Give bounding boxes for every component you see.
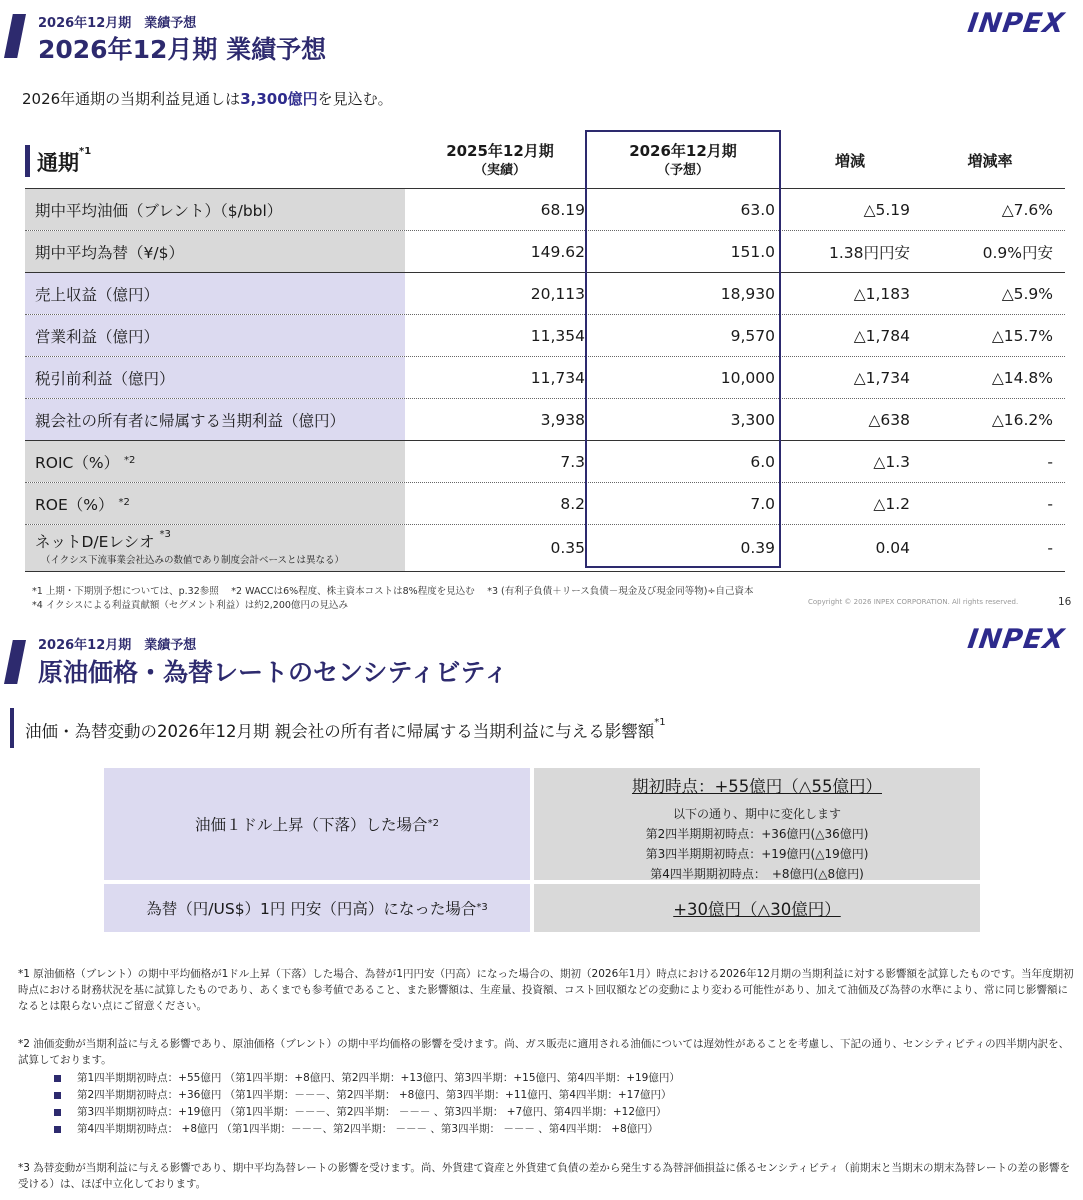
cell-change: △638: [868, 410, 910, 429]
page-title: 原油価格・為替レートのセンシティビティ: [38, 658, 509, 687]
cell-2025: 0.35: [550, 539, 585, 557]
cell-change-rate: △16.2%: [991, 410, 1053, 429]
title-accent-bar: [4, 14, 26, 58]
row-label: 税引前利益（億円）: [25, 357, 405, 398]
cell-2026: 10,000: [720, 368, 775, 387]
page-number: 16: [1058, 596, 1072, 608]
inpex-logo: INPEX: [965, 624, 1067, 655]
row-label: 営業利益（億円）: [25, 315, 405, 356]
footnote-line-1: *1 上期・下期別予想については、p.32参照 *2 WACCは6%程度、株主資本コストは8%程度を見込む *3 (有利子負債＋リース負債－現金及び現金同等物)÷自己資本: [32, 586, 754, 597]
inpex-logo: INPEX: [965, 8, 1067, 39]
lead-post: を見込む。: [317, 90, 393, 108]
row-label: 期中平均為替（¥/$）: [25, 231, 405, 272]
row-sublabel: （イクシス下流事業会社込みの数値であり制度会計ベースとは異なる）: [41, 555, 345, 566]
cell-change: 0.04: [875, 539, 910, 557]
list-item-text: 第3四半期期初時点：+19億円 （第1四半期：－－－、第2四半期： －－－ 、第3四半期： +7億円、第4四半期：+12億円）: [77, 1106, 667, 1118]
cell-change: △5.19: [863, 200, 910, 219]
row-label-text: ROE（%）: [35, 495, 114, 514]
table-row: [25, 483, 1065, 525]
oil-main-value: 期初時点：+55億円（△55億円）: [631, 777, 882, 796]
section-accent: [10, 708, 14, 748]
cell-2026: 0.39: [740, 539, 775, 557]
row-label: [25, 483, 405, 524]
lead-pre: 2026年通期の当期利益見通しは: [22, 90, 241, 108]
oil-label-sup: *2: [427, 817, 439, 829]
page-subhead: 2026年12月期 業績予想: [38, 638, 197, 653]
col-2025: [415, 142, 585, 180]
list-item: [54, 1104, 954, 1121]
header-label-text: 通期: [37, 151, 79, 175]
cell-change: △1,734: [853, 368, 910, 387]
row-label: 親会社の所有者に帰属する当期利益（億円）: [25, 399, 405, 440]
cell-2026: 63.0: [740, 200, 775, 219]
header-label: [37, 147, 91, 177]
col-2026-label: 2026年12月期: [629, 142, 737, 160]
footnote-line-2: *4 イクシスによる利益貢献額（セグメント利益）は約2,200億円の見込み: [32, 600, 348, 611]
fx-sensitivity-value: [534, 884, 980, 932]
table-row: [25, 441, 1065, 483]
cell-change-rate: -: [1047, 452, 1053, 471]
note-3: *3 為替変動が当期利益に与える影響であり、期中平均為替レートの影響を受けます。尚、外貨建て資産と外貨建て負債の差から発生する為替評価損益に係るセンシティビティ（前期末と当期末の期末為替レートの差の影響を受ける）は、ほぼ中立化しております。: [18, 1162, 1070, 1190]
cell-2026: 18,930: [720, 284, 775, 303]
lead-text: [22, 88, 393, 109]
forecast-column-highlight: [585, 130, 781, 568]
col-2026-sub: （予想）: [656, 163, 709, 178]
forecast-table: [25, 130, 1065, 572]
cell-change: △1,784: [853, 326, 910, 345]
cell-change: △1.3: [873, 452, 910, 471]
col-2025-sub: （実績）: [473, 163, 526, 178]
cell-change: △1,183: [853, 284, 910, 303]
cell-change-rate: 0.9%円安: [982, 243, 1053, 262]
row-label-sup: *3: [159, 529, 171, 540]
cell-2026: 151.0: [730, 242, 775, 261]
table-row: [25, 189, 1065, 231]
cell-2026: 3,300: [730, 410, 775, 429]
cell-change: 1.38円円安: [828, 243, 910, 262]
cell-change-rate: -: [1047, 494, 1053, 513]
list-item-text: 第1四半期期初時点：+55億円 （第1四半期：+8億円、第2四半期：+13億円、第3四半期：+15億円、第4四半期：+19億円）: [77, 1072, 680, 1084]
header-accent: [25, 145, 30, 177]
cell-change-rate: △5.9%: [1001, 284, 1053, 303]
cell-2025: 149.62: [530, 242, 585, 261]
section-heading-sup: *1: [654, 717, 666, 728]
cell-2025: 68.19: [540, 200, 585, 219]
list-item-text: 第2四半期期初時点：+36億円 （第1四半期：－－－、第2四半期： +8億円、第3四半期：+11億円、第4四半期：+17億円）: [77, 1089, 672, 1101]
cell-change-rate: -: [1047, 539, 1053, 557]
col-change-rate: 増減率: [967, 152, 1013, 170]
list-item: [54, 1087, 954, 1104]
bullet-square-icon: [54, 1092, 61, 1099]
cell-change: △1.2: [873, 494, 910, 513]
cell-2025: 8.2: [560, 494, 585, 513]
bullet-square-icon: [54, 1109, 61, 1116]
oil-q3: 第3四半期期初時点：+19億円(△19億円): [645, 847, 869, 861]
row-label: [25, 441, 405, 482]
page-title: 2026年12月期 業績予想: [38, 35, 327, 64]
page-subhead: 2026年12月期 業績予想: [38, 16, 197, 31]
col-2025-label: 2025年12月期: [446, 142, 554, 160]
oil-sensitivity-value: [534, 768, 980, 880]
bullet-square-icon: [54, 1075, 61, 1082]
cell-2025: 7.3: [560, 452, 585, 471]
table-row: [25, 399, 1065, 441]
row-label: [25, 525, 405, 571]
row-label-text: ネットD/Eレシオ: [35, 533, 155, 551]
row-label-sup: *2: [124, 455, 136, 466]
cell-2025: 11,734: [530, 368, 585, 387]
oil-q4: 第4四半期期初時点： +8億円(△8億円): [650, 867, 864, 881]
row-label: 期中平均油価（ブレント）（$/bbl）: [25, 189, 405, 230]
col-change: 増減: [834, 152, 865, 170]
oil-q2: 第2四半期期初時点：+36億円(△36億円): [645, 827, 869, 841]
fx-value-text: +30億円（△30億円）: [673, 900, 841, 919]
oil-note: 以下の通り、期中に変化します: [672, 807, 841, 821]
note-2: *2 油価変動が当期利益に与える影響であり、原油価格（ブレント）の期中平均価格の影響を受けます。尚、ガス販売に適用される油価については遅効性があることを考慮し、下記の通り、センシティビティの四半期内訳を、試算しております。: [18, 1038, 1070, 1066]
fx-sensitivity-label: [104, 884, 530, 932]
table-row: [25, 231, 1065, 273]
row-label: 売上収益（億円）: [25, 273, 405, 314]
fx-label-sup: *3: [476, 901, 488, 913]
row-label-text: ROIC（%）: [35, 453, 120, 472]
cell-change-rate: △15.7%: [991, 326, 1053, 345]
row-label-sup: *2: [118, 497, 130, 508]
list-item: [54, 1070, 954, 1087]
note-1: *1 原油価格（ブレント）の期中平均価格が1ドル上昇（下落）した場合、為替が1円円安（円高）になった場合の、期初（2026年1月）時点における2026年12月期の当期利益に対する影響額を試算したものです。当年度期初時点における財務状況を基に試算したものであり、あくまでも参考値であること、また影響額は、生産量、投資額、コスト回収額などの変動により変わる可能性があり、加えて油価及び為替の水準により、常に同じ影響額になるとは限らない点にご留意ください。: [18, 968, 1074, 1012]
cell-2025: 3,938: [540, 410, 585, 429]
cell-2026: 6.0: [750, 452, 775, 471]
table-row: [25, 315, 1065, 357]
cell-2026: 7.0: [750, 494, 775, 513]
section-heading-text: 油価・為替変動の2026年12月期 親会社の所有者に帰属する当期利益に与える影響額: [25, 722, 655, 741]
section-heading: [25, 718, 666, 742]
title-accent-bar: [4, 640, 26, 684]
table-row: [25, 273, 1065, 315]
cell-change-rate: △7.6%: [1001, 200, 1053, 219]
cell-2026: 9,570: [730, 326, 775, 345]
cell-2025: 20,113: [530, 284, 585, 303]
copyright: Copyright © 2026 INPEX CORPORATION. All rights reserved.: [808, 598, 1019, 606]
table-header: [25, 130, 1065, 188]
oil-sensitivity-label: [104, 768, 530, 880]
fx-label-text: 為替（円/US$）1円 円安（円高）になった場合: [146, 900, 477, 918]
bullet-list: [54, 1070, 954, 1138]
oil-label-text: 油価１ドル上昇（下落）した場合: [195, 816, 428, 834]
cell-2025: 11,354: [530, 326, 585, 345]
list-item-text: 第4四半期期初時点： +8億円 （第1四半期：－－－、第2四半期： －－－ 、第3四半期： －－－ 、第4四半期： +8億円）: [77, 1123, 659, 1135]
header-label-sup: *1: [79, 146, 92, 157]
table-row: [25, 525, 1065, 572]
cell-change-rate: △14.8%: [991, 368, 1053, 387]
bullet-square-icon: [54, 1126, 61, 1133]
list-item: [54, 1121, 954, 1138]
lead-strong: 3,300億円: [240, 90, 318, 108]
table-row: [25, 357, 1065, 399]
